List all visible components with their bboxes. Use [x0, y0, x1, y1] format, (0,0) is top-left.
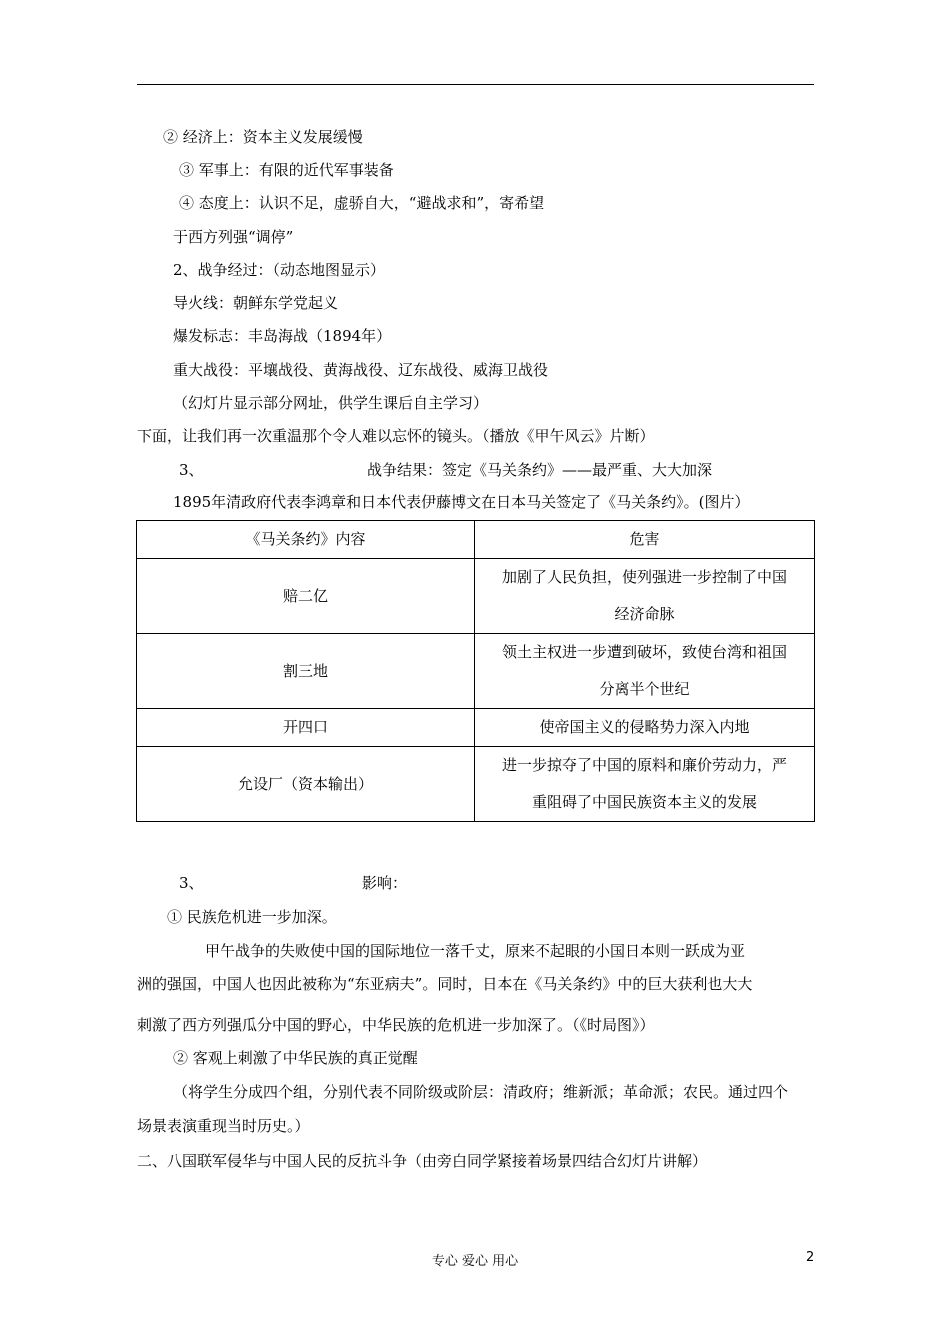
- text-line-outbreak: 爆发标志：丰岛海战（1894年）: [173, 327, 392, 345]
- text-line-influence: 影响：: [362, 874, 408, 892]
- text-line-paragraph-3: 刺激了西方列强瓜分中国的野心，中华民族的危机进一步加深了。（《时局图》）: [137, 1016, 655, 1034]
- table-header-harm: 危害: [475, 521, 815, 559]
- table-cell-content: 开四口: [137, 709, 475, 747]
- section-number-result: 3、: [179, 461, 204, 479]
- text-line-national-crisis: ① 民族危机进一步加深。: [167, 908, 337, 926]
- table-cell-harm-line: 经济命脉: [614, 605, 675, 623]
- page-number: 2: [806, 1250, 815, 1265]
- text-line-groups-cont: 场景表演重现当时历史。）: [137, 1117, 310, 1135]
- table-cell-harm-line: 进一步掠夺了中国的原料和廉价劳动力，严: [501, 756, 787, 774]
- text-line-war-process: 2、战争经过：（动态地图显示）: [173, 261, 386, 279]
- text-line-treaty-signing: 1895年清政府代表李鸿章和日本代表伊藤博文在日本马关签定了《马关条约》。(图片）: [173, 493, 750, 511]
- text-line-slides-note: （幻灯片显示部分网址，供学生课后自主学习）: [173, 394, 489, 412]
- footer-motto: 专心 爱心 用心: [431, 1254, 519, 1269]
- table-cell-content: 赔二亿: [137, 559, 475, 634]
- table-row: [137, 634, 815, 709]
- text-line-trigger: 导火线：朝鲜东学党起义: [173, 294, 339, 312]
- text-line-military: ③ 军事上：有限的近代军事装备: [179, 161, 394, 179]
- table-cell-harm-line: 加剧了人民负担，使列强进一步控制了中国: [501, 568, 787, 586]
- table-cell-content: 割三地: [137, 634, 475, 709]
- table-cell-harm-line: 重阻碍了中国民族资本主义的发展: [531, 793, 757, 811]
- text-line-attitude-cont: 于西方列强“调停”: [173, 228, 294, 246]
- table-row: [137, 747, 815, 822]
- text-line-paragraph-1: 甲午战争的失败使中国的国际地位一落千丈，原来不起眼的小国日本则一跃成为亚: [205, 942, 746, 960]
- text-line-groups: （将学生分成四个组，分别代表不同阶级或阶层：清政府；维新派；革命派；农民。通过四个: [173, 1083, 789, 1101]
- section-heading-eight-nation: 二、八国联军侵华与中国人民的反抗斗争（由旁白同学紧接着场景四结合幻灯片讲解）: [137, 1152, 708, 1170]
- text-line-film: 下面，让我们再一次重温那个令人难以忘怀的镜头。（播放《甲午风云》片断）: [137, 427, 655, 445]
- text-line-economy: ② 经济上：资本主义发展缓慢: [163, 128, 363, 146]
- table-cell-harm-line: 领土主权进一步遭到破坏，致使台湾和祖国: [501, 643, 787, 661]
- text-line-attitude: ④ 态度上：认识不足，虚骄自大，“避战求和”，寄希望: [179, 194, 545, 212]
- header-rule: [137, 84, 814, 85]
- table-cell-content: 允设厂（资本输出）: [137, 747, 475, 822]
- text-line-battles: 重大战役：平壤战役、黄海战役、辽东战役、威海卫战役: [173, 361, 549, 379]
- text-line-paragraph-2: 洲的强国，中国人也因此被称为“东亚病夫”。同时，日本在《马关条约》中的巨大获利也大大: [137, 975, 753, 993]
- text-line-awakening: ② 客观上刺激了中华民族的真正觉醒: [173, 1049, 418, 1067]
- table-cell-harm-line: 分离半个世纪: [599, 680, 690, 698]
- table-cell-harm: [475, 634, 815, 709]
- table-cell-harm: [475, 559, 815, 634]
- text-line-war-result: 战争结果：签定《马关条约》——最严重、大大加深: [367, 461, 713, 479]
- treaty-table: [136, 520, 815, 822]
- table-row: [137, 559, 815, 634]
- table-header-content: 《马关条约》内容: [137, 521, 475, 559]
- table-cell-harm: [475, 747, 815, 822]
- table-header-row: [137, 521, 815, 559]
- table-row: [137, 709, 815, 747]
- section-number-influence: 3、: [179, 874, 204, 892]
- table-cell-harm: 使帝国主义的侵略势力深入内地: [475, 709, 815, 747]
